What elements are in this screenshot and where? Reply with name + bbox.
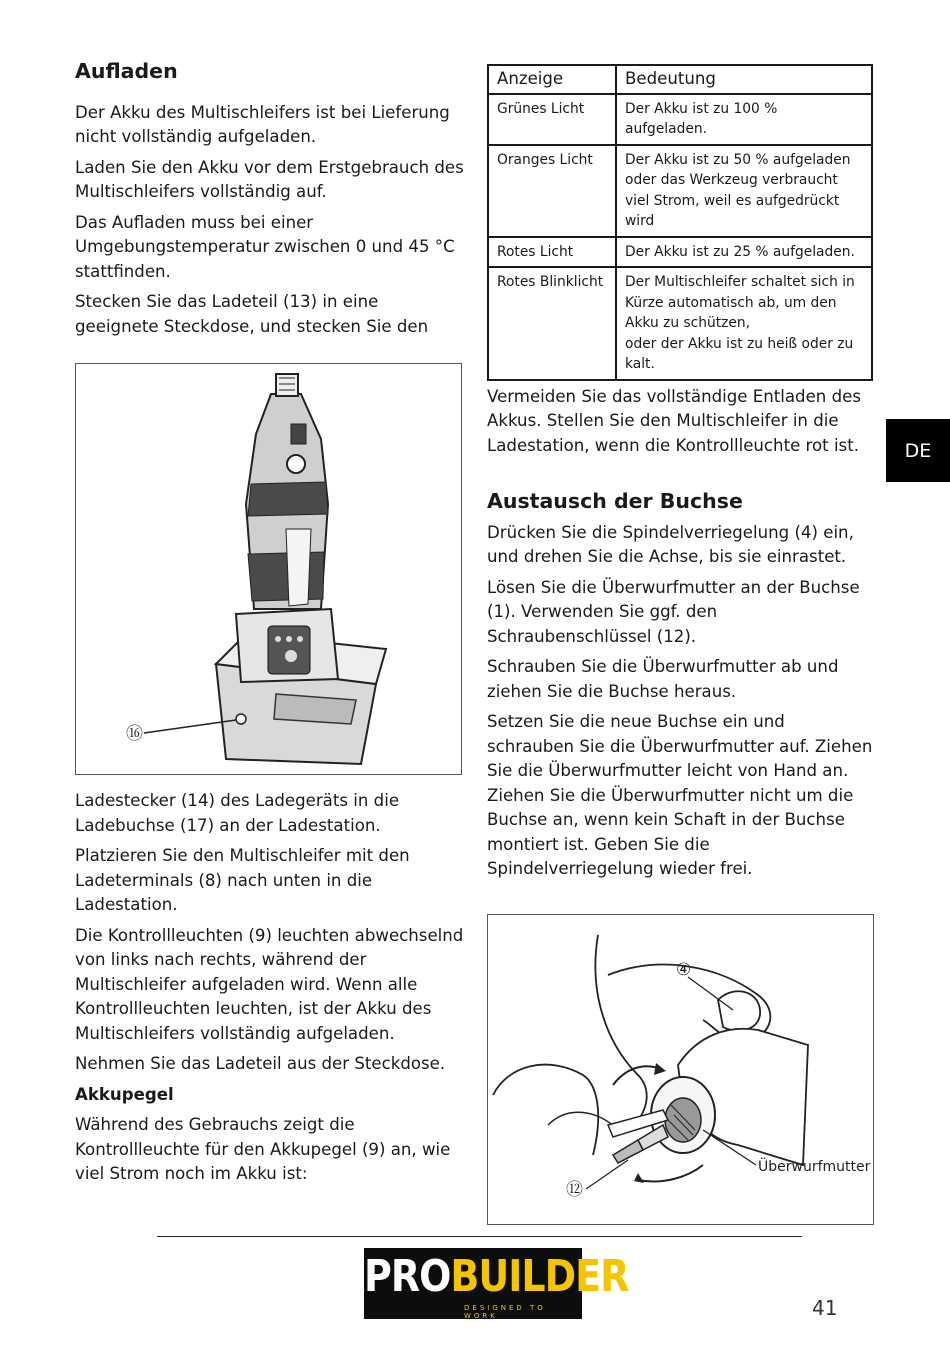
callout-nut-label: Überwurfmutter — [758, 1159, 871, 1175]
table-header-row — [488, 65, 872, 94]
table-cell-anzeige: Oranges Licht — [488, 145, 616, 237]
paragraph: Während des Gebrauchs zeigt die Kontrollleuchte für den Akkupegel (9) an, wie viel Strom noch im Akku ist: — [75, 1115, 451, 1183]
paragraph: Die Kontrollleuchten (9) leuchten abwechselnd von links nach rechts, während der Multischleifer aufgeladen wird. Wenn alle Kontrollleuchten leuchten, ist der Akku des Multischleifers vollständig aufgeladen. — [75, 925, 464, 1043]
callout-12-label: ⑫ — [566, 1180, 583, 1200]
paragraph: Stecken Sie das Ladeteil (13) in eine geeignete Steckdose, und stecken Sie den — [75, 292, 429, 336]
page-number: 41 — [812, 1296, 838, 1320]
table-row — [488, 267, 872, 380]
probuilder-logo — [364, 1248, 629, 1320]
table-cell-bedeutung — [616, 267, 872, 380]
paragraph: Ladestecker (14) des Ladegeräts in die Ladebuchse (17) an der Ladestation. — [75, 791, 400, 835]
charging-station-illustration — [76, 364, 461, 774]
left-column — [75, 58, 465, 345]
table-cell-anzeige: Rotes Blinklicht — [488, 267, 616, 380]
paragraph: Setzen Sie die neue Buchse ein und schrauben Sie die Überwurfmutter auf. Ziehen Sie die Überwurfmutter leicht von Hand an. Ziehen Sie die Überwurfmutter nicht um die Buchse an, wenn kein Schaft in der Buchse montiert ist. Geben Sie die Spindelverriegelung wieder frei. — [487, 712, 873, 879]
language-tab-de: DE — [886, 419, 950, 482]
table-row — [488, 145, 872, 237]
subheading-akkupegel: Akkupegel — [75, 1084, 174, 1104]
table-cell-anzeige: Rotes Licht — [488, 237, 616, 268]
paragraph: Nehmen Sie das Ladeteil aus der Steckdose. — [75, 1054, 446, 1073]
paragraph: Vermeiden Sie das vollständige Entladen des Akkus. Stellen Sie den Multischleifer in die Ladestation, wenn die Kontrollleuchte rot ist. — [487, 386, 861, 455]
left-column-lower — [75, 789, 465, 1193]
section-heading-aufladen: Aufladen — [75, 59, 178, 83]
table-header-anzeige: Anzeige — [488, 65, 616, 94]
logo-wordmark — [364, 1250, 629, 1302]
collet-change-figure — [487, 914, 874, 1225]
paragraph: Schrauben Sie die Überwurfmutter ab und ziehen Sie die Buchse heraus. — [487, 657, 839, 701]
table-header-bedeutung: Bedeutung — [616, 65, 872, 94]
table-cell-anzeige: Grünes Licht — [488, 94, 616, 145]
footer-divider — [157, 1236, 802, 1237]
logo-tagline: DESIGNED TO WORK — [464, 1304, 546, 1320]
table-cell-bedeutung: Der Akku ist zu 25 % aufgeladen. — [616, 237, 872, 268]
table-cell-text: oder der Akku ist zu heiß oder zu kalt. — [625, 335, 854, 372]
callout-16-label: ⑯ — [126, 724, 143, 744]
paragraph: Drücken Sie die Spindelverriegelung (4) ein, und drehen Sie die Achse, bis sie einrastet. — [487, 522, 854, 567]
paragraph: Der Akku des Multischleifers ist bei Lieferung nicht vollständig aufgeladen. — [75, 102, 450, 147]
right-column — [487, 64, 875, 888]
battery-indicator-table — [487, 64, 873, 381]
table-cell-bedeutung: Der Akku ist zu 50 % aufgeladen oder das Werkzeug verbraucht viel Strom, weil es aufgedrückt wird — [616, 145, 872, 237]
callout-4-label: ④ — [676, 960, 692, 980]
collet-change-illustration — [488, 915, 873, 1224]
table-row — [488, 237, 872, 268]
table-cell-bedeutung: Der Akku ist zu 100 % aufgeladen. — [616, 94, 872, 145]
paragraph: Das Aufladen muss bei einer Umgebungstemperatur zwischen 0 und 45 °C stattfinden. — [75, 212, 455, 281]
charging-station-figure — [75, 363, 462, 775]
logo-pro: PRO — [364, 1250, 451, 1302]
table-cell-text: Der Multischleifer schaltet sich in Kürze automatisch ab, um den Akku zu schützen, — [625, 274, 855, 331]
section-heading-austausch: Austausch der Buchse — [487, 489, 743, 513]
logo-builder: BUILDER — [450, 1250, 629, 1302]
table-row — [488, 94, 872, 145]
paragraph: Platzieren Sie den Multischleifer mit den Ladeterminals (8) nach unten in die Ladestation. — [75, 846, 410, 914]
paragraph: Laden Sie den Akku vor dem Erstgebrauch des Multischleifers vollständig auf. — [75, 157, 464, 202]
paragraph: Lösen Sie die Überwurfmutter an der Buchse (1). Verwenden Sie ggf. den Schraubenschlüssel (12). — [487, 577, 860, 646]
